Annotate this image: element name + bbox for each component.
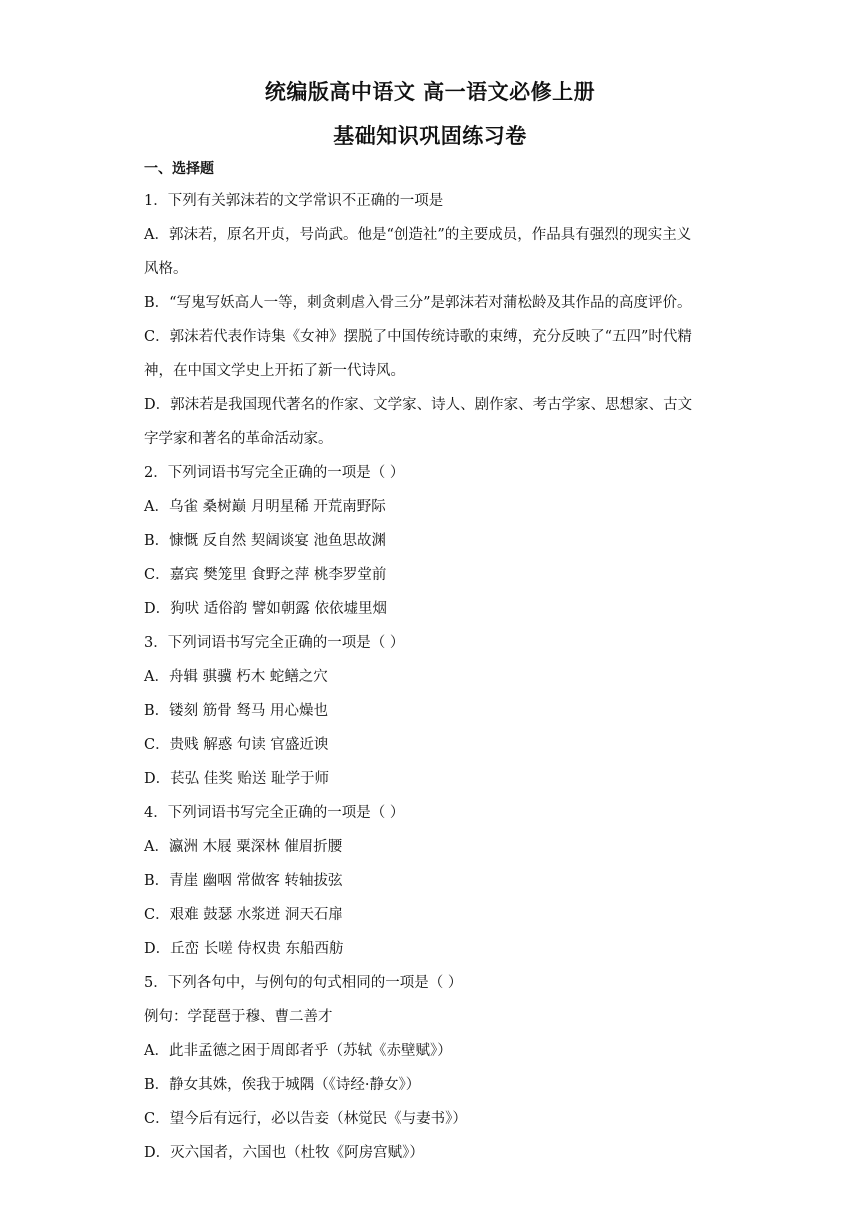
text-line: B．镂刻 筋骨 驽马 用心燥也	[144, 703, 328, 719]
text-line: C．望今后有远行，必以告妾（林觉民《与妻书》）	[144, 1111, 467, 1127]
text-line: A．乌雀 桑树巅 月明星稀 开荒南野际	[144, 499, 386, 515]
document-subtitle: 基础知识巩固练习卷	[333, 124, 527, 148]
text-line: D．丘峦 长嗟 侍权贵 东船西舫	[144, 941, 344, 957]
text-line: 风格。	[144, 261, 188, 277]
text-line: 4．下列词语书写完全正确的一项是（ ）	[144, 805, 405, 821]
text-line: C．嘉宾 樊笼里 食野之萍 桃李罗堂前	[144, 567, 387, 583]
text-line: C．贵贱 解惑 句读 官盛近谀	[144, 737, 329, 753]
text-line: 神，在中国文学史上开拓了新一代诗风。	[144, 363, 405, 379]
text-line: C．艰难 鼓瑟 水浆迸 洞天石扉	[144, 907, 343, 923]
text-line: 例句：学琵琶于穆、曹二善才	[144, 1009, 333, 1025]
text-line: A．郭沫若，原名开贞，号尚武。他是“创造社”的主要成员，作品具有强烈的现实主义	[144, 227, 692, 243]
text-line: 3．下列词语书写完全正确的一项是（ ）	[144, 635, 405, 651]
text-line: B．青崖 幽咽 常做客 转轴拔弦	[144, 873, 343, 889]
text-line: C．郭沫若代表作诗集《女神》摆脱了中国传统诗歌的束缚，充分反映了“五四”时代精	[144, 329, 692, 345]
section-heading: 一、选择题	[144, 161, 214, 177]
text-line: A．此非孟德之困于周郎者乎（苏轼《赤壁赋》）	[144, 1043, 452, 1059]
text-line: A．瀛洲 木屐 粟深林 催眉折腰	[144, 839, 343, 855]
question-content	[144, 184, 718, 1170]
text-line: D．狗吠 适俗韵 譬如朝露 依依墟里烟	[144, 601, 387, 617]
text-line: B．静女其姝，俟我于城隅（《诗经·静女》）	[144, 1077, 421, 1093]
document-title: 统编版高中语文 高一语文必修上册	[264, 80, 596, 104]
text-line: D．苌弘 佳奖 贻送 耻学于师	[144, 771, 329, 787]
text-line: 2．下列词语书写完全正确的一项是（ ）	[144, 465, 405, 481]
text-line: 5．下列各句中，与例句的句式相同的一项是（ ）	[144, 975, 463, 991]
text-line: A．舟辑 骐骥 朽木 蛇鳝之穴	[144, 669, 328, 685]
text-line: 1．下列有关郭沫若的文学常识不正确的一项是	[144, 193, 444, 209]
text-line: D．灭六国者，六国也（杜牧《阿房宫赋》）	[144, 1145, 424, 1161]
text-line: B．慷慨 反自然 契阔谈宴 池鱼思故渊	[144, 533, 386, 549]
text-line: D．郭沫若是我国现代著名的作家、文学家、诗人、剧作家、考古学家、思想家、古文	[144, 397, 693, 413]
text-line: B．“写鬼写妖高人一等，刺贪刺虐入骨三分”是郭沫若对蒲松龄及其作品的高度评价。	[144, 295, 692, 311]
text-line: 字学家和著名的革命活动家。	[144, 431, 333, 447]
